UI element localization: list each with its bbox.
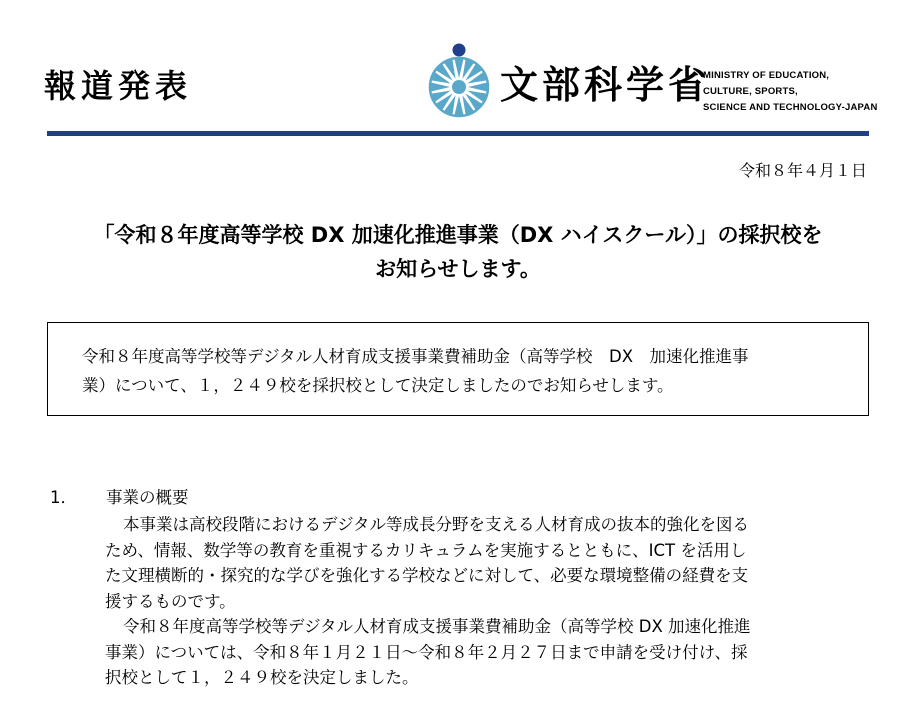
summary-line: 令和８年度高等学校等デジタル人材育成支援事業費補助金（高等学校 DX 加速化推進事	[82, 347, 749, 366]
summary-text	[82, 342, 862, 400]
ministry-name-en-line: CULTURE, SPORTS,	[703, 86, 798, 97]
section-body	[105, 512, 875, 691]
press-release-label: 報道発表	[44, 67, 193, 105]
body-line: 択校として１，２４９校を決定しました。	[105, 668, 419, 687]
ministry-name-jp: 文部科学省	[500, 63, 711, 107]
section-title: 事業の概要	[106, 488, 189, 507]
section-heading	[47, 486, 869, 510]
release-date: 令和８年４月１日	[738, 161, 867, 180]
logo-ray	[454, 96, 463, 116]
logo-ray	[454, 58, 463, 78]
body-line: 援するものです。	[105, 591, 236, 611]
section-overview	[47, 486, 869, 687]
ministry-name-en	[703, 68, 878, 116]
summary-box	[47, 322, 869, 416]
logo-ray	[468, 82, 488, 91]
section-number: 1．	[50, 488, 77, 507]
document-title	[47, 218, 869, 286]
title-line: お知らせします。	[375, 257, 541, 281]
logo-ray	[430, 82, 450, 91]
title-line: 「令和８年度高等学校 DX 加速化推進事業（DX ハイスクール）」の採択校を	[93, 223, 823, 247]
mext-logo-icon	[426, 40, 492, 120]
body-line: 令和８年度高等学校等デジタル人材育成支援事業費補助金（高等学校 DX 加速化推進	[123, 617, 751, 636]
ministry-name-en-line: SCIENCE AND TECHNOLOGY-JAPAN	[703, 102, 878, 113]
body-line: ため、情報、数学等の教育を重視するカリキュラムを実施するとともに、ICT を活用し	[105, 540, 747, 560]
ministry-name-en-line: MINISTRY OF EDUCATION,	[703, 70, 830, 81]
body-line: 本事業は高校段階におけるデジタル等成長分野を支える人材育成の抜本的強化を図る	[123, 515, 750, 534]
page-header	[0, 0, 915, 140]
body-line: た文理横断的・探究的な学びを強化する学校などに対して、必要な環境整備の経費を支	[105, 566, 749, 585]
summary-line: 業）について、１，２４９校を採択校として決定しましたのでお知らせします。	[82, 376, 674, 395]
logo-top-dot	[453, 44, 466, 57]
body-line: 事業）については、令和８年１月２１日～令和８年２月２７日まで申請を受け付け、採	[105, 642, 748, 662]
logo-center	[452, 80, 466, 94]
header-divider	[47, 131, 869, 136]
mext-logo-graphic	[426, 40, 492, 120]
